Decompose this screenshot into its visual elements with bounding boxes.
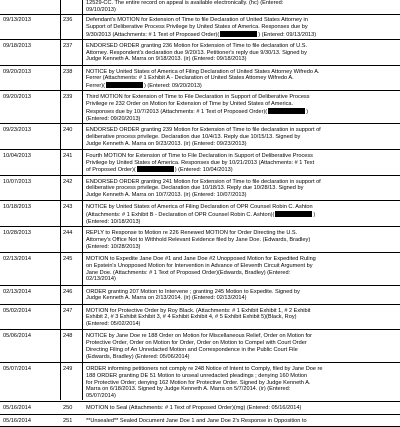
text-segment: for Protective Order; denying 162 Motion for Protective Order. Signed by Judge Kenneth A. <box>86 379 311 386</box>
text-line <box>86 192 396 199</box>
text-segment: NOTICE by Jane Doe re 188 Order on Motion for Miscellaneous Relief, Order on Motion for <box>86 333 313 340</box>
text-segment: (Entered: 05/02/2014) <box>86 321 141 328</box>
text-line <box>86 24 396 31</box>
entry-date: 05/16/2014 <box>3 405 31 412</box>
text-segment: deliberative process privilege. Declaration due 10/18/13. Reply due 10/28/13. Signed by <box>86 185 304 192</box>
text-line <box>86 237 396 244</box>
text-segment: Jane Doe. (Attachments: # 1 Text of Proposed Order)(Edwards, Bradley) (Entered: <box>86 269 291 276</box>
entry-text <box>86 69 396 90</box>
text-segment: Support of Deliberative Process Privilege by United States of America. Responses due by <box>86 23 308 30</box>
entry-date: 10/07/2013 <box>3 178 31 185</box>
text-line <box>86 166 396 174</box>
entry-text <box>86 366 396 400</box>
text-line <box>86 134 396 141</box>
redaction-bar <box>268 108 305 114</box>
text-segment: of Proposed Order)( <box>86 167 136 174</box>
text-segment: ENDORSED ORDER granting 239 Motion for Extension of Time to file declaration in support of <box>86 127 321 133</box>
entry-date: 09/13/2013 <box>3 17 31 23</box>
text-line <box>86 366 396 373</box>
text-line <box>86 69 396 76</box>
entry-number: 250 <box>63 405 73 412</box>
text-segment: 188 ORDER granting DE 51 Motion to unseal unredacted pleadings ; denying 160 Motion <box>86 372 308 379</box>
text-segment: NOTICE by United States of America of Filing Declaration of OPR Counsel Robin C. Ashton <box>86 204 313 211</box>
entry-text <box>86 204 396 225</box>
text-line <box>86 82 396 90</box>
text-segment: 05/07/2014) <box>86 393 116 400</box>
text-segment: REPLY to Response to Motion re 226 Renewed MOTION for Order Directing the U.S. <box>86 230 298 237</box>
text-segment: Judge Kenneth A. Marra on 9/18/2013. (ir) (Entered: 09/18/2013) <box>86 56 247 63</box>
text-line <box>86 308 396 315</box>
text-segment: (Attachments: # 1 Exhibit B - Declaration of OPR Counsel Robin C. Ashton)( <box>86 212 275 219</box>
text-segment: ) <box>306 108 309 115</box>
text-segment: MOTION for Protective Order by Roy Black. (Attachments: # 1 Exhibit Exhibit 1, # 2 Exhibit <box>86 307 311 314</box>
entry-number: 239 <box>63 94 73 101</box>
continuation-text <box>86 0 283 14</box>
text-line <box>86 393 396 400</box>
text-segment: Judge Kenneth A. Marra on 10/7/2013. (ir) (Entered: 10/07/2013) <box>86 192 247 199</box>
text-line <box>86 153 396 160</box>
text-line <box>86 141 396 148</box>
entry-text <box>86 43 396 63</box>
docket-entry-row <box>0 402 400 414</box>
text-segment: Protective Order, Order on Motion for Order, Order on Motion to Compel with Court Order <box>86 340 307 347</box>
text-line: 12529-CC. The entire record on appeal is available electronically. (hc) (Entered: <box>86 0 284 6</box>
text-line <box>86 94 396 101</box>
text-segment: on Epstein's Unopposed Motion for Intervention in Advance of Eleventh Circuit Argument by <box>86 262 313 269</box>
text-segment: MOTION to Seal (Attachments: # 1 Text of Proposed Order)(mg) (Entered: 05/16/2014) <box>86 405 302 412</box>
text-segment: Privilege re 232 Order on Motion for Extension of Time by United States of America. <box>86 101 294 108</box>
text-line <box>86 244 396 251</box>
entry-date: 09/20/2013 <box>3 68 31 75</box>
text-segment: Attorney. Respondent's declaration due 9/20/13. Petitioner's reply due 9/30/13. Signed by <box>86 49 307 56</box>
entry-text <box>86 333 396 360</box>
entry-date: 10/04/2013 <box>3 152 31 159</box>
text-line <box>86 31 396 39</box>
entry-date: 09/20/2013 <box>3 94 31 101</box>
text-segment: (Entered: 10/18/2013) <box>86 218 141 225</box>
entry-number: 246 <box>63 288 73 295</box>
text-line <box>86 230 396 237</box>
entry-number: 237 <box>63 42 73 49</box>
entry-number: 244 <box>63 230 73 237</box>
text-line <box>86 289 396 296</box>
text-line: 09/10/2013) <box>86 6 116 13</box>
text-segment: Marra on 6/18/2013. Signed by Judge Kenneth A. Marra on 5/7/2014. (ir) (Entered: <box>86 386 291 393</box>
text-segment: Exhibit 2, # 3 Exhibit Exhibit 3, # 4 Exhibit Exhibit 4, # 5 Exhibit Exhibit 5)(Black, Roy) <box>86 314 297 321</box>
docket-entry-row <box>0 415 400 427</box>
text-line <box>86 314 396 321</box>
entry-text <box>86 256 396 283</box>
entry-date: 10/28/2013 <box>3 230 31 237</box>
text-line <box>86 347 396 354</box>
text-segment: Ferrer (Attachments: # 1 Exhibit A - Declaration of United States Attorney Wifredo A. <box>86 75 294 82</box>
text-line <box>86 211 396 219</box>
text-segment: Third MOTION for Extension of Time to File Declaration in Support of Deliberative Process <box>86 94 310 101</box>
text-segment: Judge Kenneth A. Marra on 2/13/2014. (ir) (Entered: 02/13/2014) <box>86 295 247 302</box>
entry-date: 02/13/2014 <box>3 288 31 295</box>
redaction-bar <box>275 211 312 217</box>
entry-text <box>86 308 396 328</box>
text-line <box>86 108 396 116</box>
text-line <box>86 116 396 123</box>
text-line <box>86 354 396 361</box>
entry-number: 243 <box>63 204 73 211</box>
entry-text <box>86 94 396 122</box>
entry-text <box>86 127 396 147</box>
entry-text <box>86 179 396 199</box>
column-divider <box>60 0 61 400</box>
entry-number: 251 <box>63 417 73 424</box>
text-segment: Privilege by United States of America. Responses due by 10/21/2013 (Attachments: # 1 Text <box>86 159 315 166</box>
text-segment: ) (Entered: 10/04/2013) <box>174 167 233 174</box>
text-line <box>86 50 396 57</box>
text-line <box>86 101 396 108</box>
entry-number: 238 <box>63 68 73 75</box>
text-line <box>86 405 396 412</box>
text-segment: MOTION to Expedite Jane Doe #1 and Jane Doe #2 Unopposed Motion for Expedited Ruling <box>86 256 316 262</box>
text-segment: **Unsealed** Sealed Document Jane Doe 1 and Jane Doe 2's Response in Opposition to <box>86 417 307 424</box>
text-line <box>86 204 396 211</box>
text-line <box>86 263 396 270</box>
text-segment: NOTICE by United States of America of Filing Declaration of United States Attorney Wifredo A. <box>86 68 320 75</box>
text-line <box>86 418 396 425</box>
entry-number: 245 <box>63 256 73 262</box>
redaction-bar <box>137 166 174 172</box>
entry-text <box>86 153 396 174</box>
entry-date: 05/16/2014 <box>3 417 31 424</box>
text-line <box>86 333 396 340</box>
entry-number: 248 <box>63 333 73 340</box>
entry-date: 02/13/2014 <box>3 256 31 262</box>
text-line <box>86 17 396 24</box>
entry-text <box>86 17 396 38</box>
text-segment: Ferrer)( <box>86 83 105 90</box>
text-line <box>86 373 396 380</box>
text-segment: deliberative process privilege. Declaration due 10/4/13. Reply due 10/15/13. Signed by <box>86 133 301 140</box>
text-segment: Attorney's Office Not to Withhold Relevant Evidence filed by Jane Doe. (Edwards, Bradley) <box>86 236 311 243</box>
entry-date: 05/07/2014 <box>3 366 31 372</box>
entry-text <box>86 230 396 250</box>
text-segment: ) <box>313 212 316 219</box>
text-line <box>86 340 396 347</box>
entry-number: 249 <box>63 366 73 372</box>
text-line <box>86 380 396 387</box>
text-segment: ) (Entered: 09/20/2013) <box>143 83 202 90</box>
text-line <box>86 321 396 328</box>
entry-text <box>86 289 396 303</box>
text-line <box>86 179 396 186</box>
column-divider <box>82 0 83 400</box>
redaction-bar <box>106 82 143 88</box>
text-line <box>86 256 396 263</box>
text-line <box>86 219 396 226</box>
text-segment: ORDER granting 207 Motion to Intervene ; granting 245 Motion to Expedite. Signed by <box>86 288 300 295</box>
entry-number: 247 <box>63 307 73 314</box>
entry-number: 240 <box>63 127 73 133</box>
text-line <box>86 185 396 192</box>
entry-text <box>86 418 396 425</box>
entry-date: 05/06/2014 <box>3 333 31 340</box>
text-segment: 9/30/2013 (Attachments: # 1 Text of Proposed Order)( <box>86 31 220 38</box>
text-segment: (Edwards, Bradley) (Entered: 05/06/2014) <box>86 353 190 360</box>
text-line <box>86 127 396 134</box>
text-segment: (Entered: 09/20/2013) <box>86 115 141 122</box>
entry-date: 09/18/2013 <box>3 42 31 49</box>
text-segment: Fourth MOTION for Extension of Time to File Declaration in Support of Deliberative Process <box>86 152 313 159</box>
text-line <box>86 56 396 63</box>
entry-date: 10/18/2013 <box>3 204 31 211</box>
text-segment: ) (Entered: 09/13/2013) <box>258 31 317 38</box>
text-segment: Defendant's MOTION for Extension of Time to file Declaration of United States Attorney in <box>86 17 308 23</box>
entry-number: 242 <box>63 178 73 185</box>
entry-number: 241 <box>63 152 73 159</box>
text-segment: Judge Kenneth A. Marra on 9/23/2013. (ir) (Entered: 09/23/2013) <box>86 140 247 147</box>
text-line <box>86 270 396 277</box>
redaction-bar <box>220 31 257 37</box>
text-segment: ENDORSED ORDER granting 236 Motion for Extension of Time to file declaration of U.S. <box>86 42 308 49</box>
text-segment: Directing Filing of An Unredacted Motion and Correspondence in the Public Court File <box>86 346 298 353</box>
text-segment: ENDORSED ORDER granting 241 Motion for Extension of Time to file declaration in support of <box>86 178 321 185</box>
entry-text <box>86 405 396 412</box>
text-line <box>86 295 396 302</box>
text-segment: 02/13/2014) <box>86 276 116 283</box>
text-segment: Responses due by 10/7/2013 (Attachments: # 1 Text of Proposed Order)( <box>86 108 268 115</box>
entry-date: 09/23/2013 <box>3 127 31 133</box>
text-segment: ORDER informing petitioners not comply re 248 Notice of Intent to Comply, filed by Jane Doe re <box>86 366 323 372</box>
text-line <box>86 386 396 393</box>
entry-date: 05/02/2014 <box>3 307 31 314</box>
text-line <box>86 160 396 167</box>
text-line <box>86 43 396 50</box>
text-line <box>86 276 396 283</box>
entry-number: 236 <box>63 17 73 23</box>
text-line <box>86 75 396 82</box>
text-segment: (Entered: 10/28/2013) <box>86 243 141 250</box>
